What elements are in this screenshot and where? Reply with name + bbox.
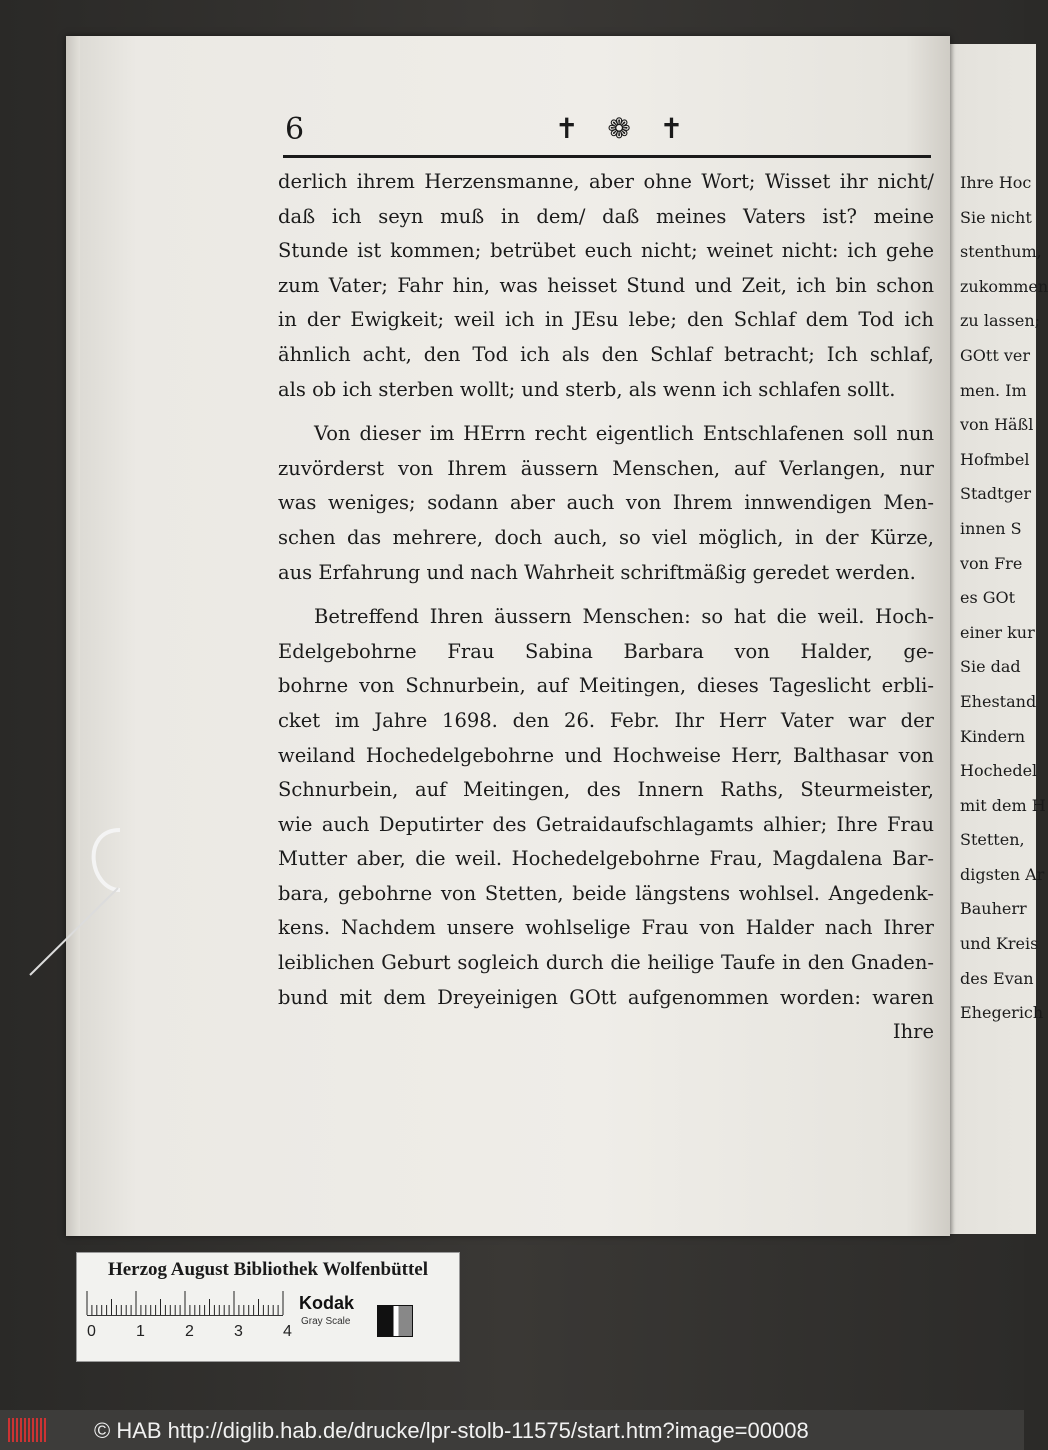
text-line: weiland Hochedelgebohrne und Hochweise Herr, Balthasar von (278, 743, 934, 767)
page-body-text (278, 165, 934, 1050)
facing-line: Hochedel (960, 761, 1038, 781)
facing-line: von Fre (960, 553, 1023, 573)
text-line: Von dieser im HErrn recht eigentlich Entschlafenen soll nun (314, 422, 934, 446)
ruler-number: 0 (87, 1323, 96, 1340)
facing-line: einer kur (960, 622, 1035, 642)
facing-line: Ehegerich (960, 1003, 1044, 1023)
facing-line: Stetten, (960, 830, 1025, 850)
facing-line: Ihre Hoc (960, 173, 1032, 192)
text-line: wie auch Deputirter des Getraidaufschlagamts alhier; Ihre Frau (278, 812, 934, 836)
text-line: bund mit dem Dreyeinigen GOtt aufgenommen worden: waren (278, 985, 934, 1009)
facing-line: stenthum, (960, 242, 1042, 262)
text-line: Mutter aber, die weil. Hochedelgebohrne Frau, Magdalena Bar- (278, 847, 934, 871)
text-line: zuvörderst von Ihrem äussern Menschen, auf Verlangen, nur (278, 456, 934, 480)
gray-swatch (377, 1305, 413, 1337)
copyright-link[interactable]: © HAB http://diglib.hab.de/drucke/lpr-stolb-11575/start.htm?image=00008 (94, 1418, 809, 1443)
facing-line: Stadtger (960, 484, 1031, 504)
text-line: bara, gebohrne von Stetten, beide längstens wohlsel. Angedenk- (278, 881, 934, 905)
text-line: aus Erfahrung und nach Wahrheit schriftmäßig geredet werden. (278, 560, 916, 584)
ruler-number: 2 (185, 1323, 194, 1340)
facing-line: Sie nicht (960, 207, 1032, 227)
page-number: 6 (285, 112, 305, 147)
text-line: ähnlich acht, den Tod ich als den Schlaf betracht; Ich schlaf, (278, 342, 934, 366)
text-line: cket im Jahre 1698. den 26. Febr. Ihr Herr Vater war der (278, 708, 934, 732)
text-line: derlich ihrem Herzensmanne, aber ohne Wort; Wisset ihr nicht/ (278, 170, 934, 193)
text-line: kens. Nachdem unsere wohlselige Frau von Halder nach Ihrer (278, 916, 934, 940)
text-line: daß ich seyn muß in dem/ daß meines Vaters ist? meine (278, 204, 934, 228)
text-line: was weniges; sodann aber auch von Ihrem innwendigen Men- (278, 491, 934, 515)
facing-line: men. Im (960, 380, 1027, 400)
ruler-number: 1 (136, 1323, 145, 1340)
text-line: in der Ewigkeit; weil ich in JEsu lebe; den Schlaf dem Tod ich (278, 308, 934, 332)
facing-line: Kindern (960, 726, 1026, 746)
text-line: schen das mehrere, doch auch, so viel möglich, in der Kürze, (278, 525, 934, 549)
facing-line: mit dem H (960, 795, 1046, 815)
facing-line: und Kreis (960, 934, 1039, 954)
text-line: Stunde ist kommen; betrübet euch nicht; weinet nicht: ich gehe (278, 239, 934, 263)
barcode-icon (8, 1418, 46, 1442)
text-line: als ob ich sterben wollt; und sterb, als wenn ich schlafen sollt. (278, 377, 896, 401)
facing-line: Sie dad (960, 657, 1021, 677)
ruler-number: 4 (283, 1323, 292, 1340)
facing-line: digsten Ar (960, 864, 1045, 884)
facing-line: GOtt ver (960, 345, 1030, 365)
facing-line: zukommen (960, 276, 1048, 296)
facing-line: zu lassen; (960, 311, 1041, 331)
text-line: bohrne von Schnurbein, auf Meitingen, dieses Tageslicht erbli- (278, 674, 934, 698)
gray-scale-label: Gray Scale (301, 1316, 351, 1327)
ruler (87, 1291, 283, 1316)
text-line: Betreffend Ihren äussern Menschen: so hat die weil. Hoch- (314, 605, 934, 629)
text-line: Edelgebohrne Frau Sabina Barbara von Halder, ge- (278, 639, 934, 663)
facing-line: Bauherr (960, 899, 1027, 919)
header-ornament: ✝ ❁ ✝ (555, 112, 694, 145)
facing-line: von Häßl (960, 415, 1034, 435)
facing-line: Ehestand (960, 691, 1037, 711)
bookmark-string (20, 800, 130, 1000)
text-line: Ihre (892, 1020, 934, 1044)
facing-line: es GOt (960, 588, 1016, 608)
facing-line: innen S (960, 518, 1022, 538)
scale-bar (76, 1252, 460, 1362)
paragraph-gap (278, 407, 934, 417)
institution-name: Herzog August Bibliothek Wolfenbüttel (107, 1259, 429, 1280)
footer-bar (0, 1410, 1024, 1450)
facing-line: des Evan (960, 968, 1034, 988)
paragraph-gap (278, 590, 934, 600)
facing-page-text (960, 166, 1048, 1031)
kodak-logo: Kodak (299, 1293, 355, 1313)
text-line: zum Vater; Fahr hin, was heisset Stund und Zeit, ich bin schon (278, 273, 934, 297)
header-rule (283, 155, 931, 158)
text-line: leiblichen Geburt sogleich durch die heilige Taufe in den Gnaden- (278, 951, 934, 975)
text-line: Schnurbein, auf Meitingen, des Innern Raths, Steurmeister, (278, 778, 934, 802)
facing-line: Hofmbel (960, 449, 1030, 469)
ruler-number: 3 (234, 1323, 243, 1340)
